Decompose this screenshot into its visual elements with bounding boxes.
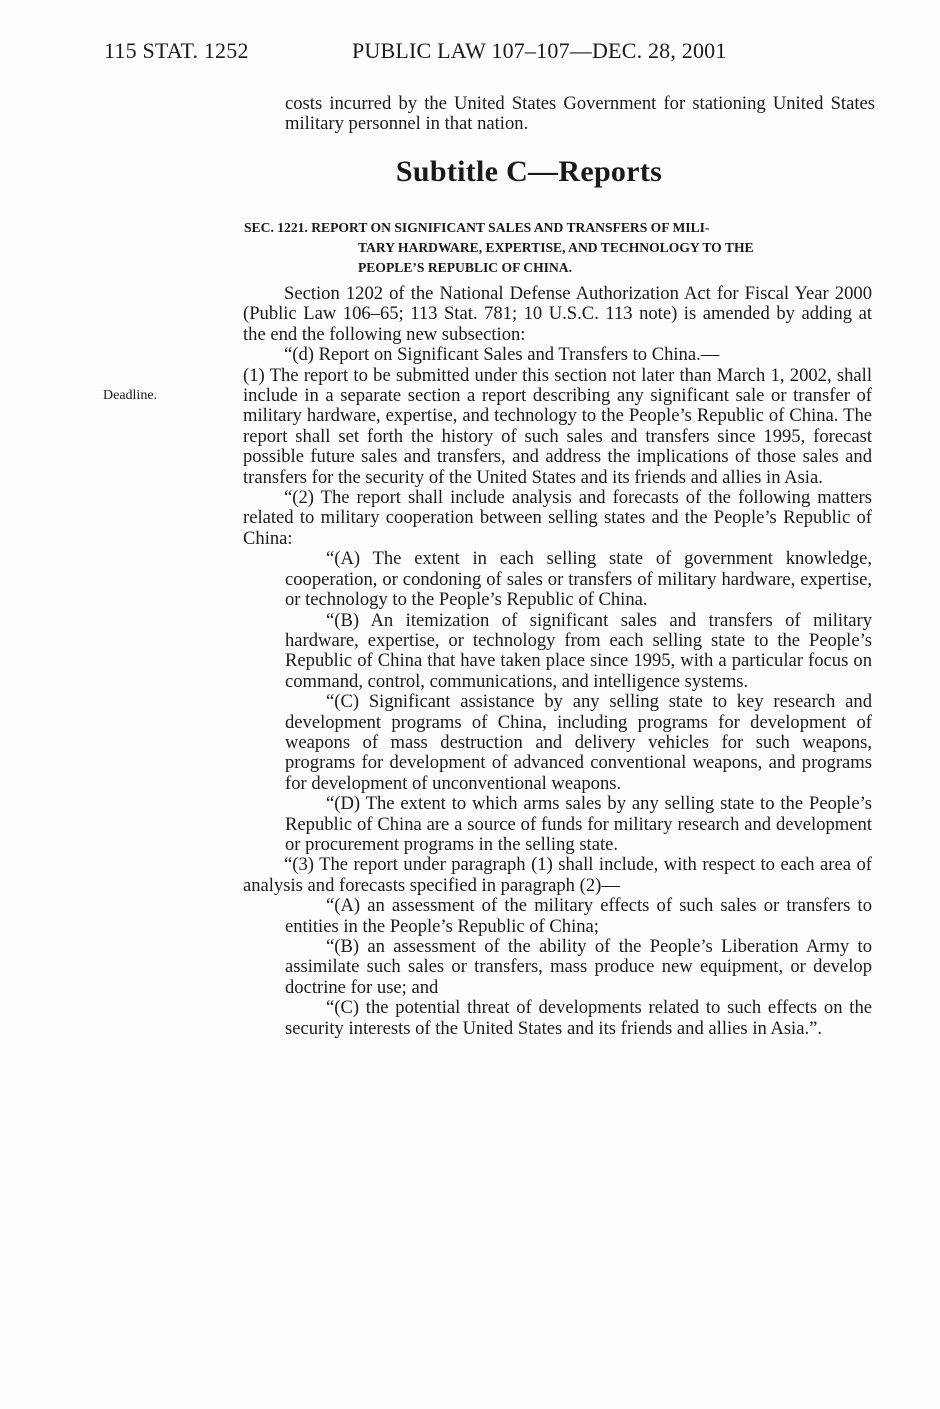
margin-note-deadline: Deadline. xyxy=(103,388,158,403)
paragraph-d3: “(3) The report under paragraph (1) shall include, with respect to each area of analysis and forecasts specified in paragraph (2)— xyxy=(243,854,872,896)
section-title-line1: REPORT ON SIGNIFICANT SALES AND TRANSFERS OF MILI- xyxy=(311,220,710,235)
paragraph-d3A: “(A) an assessment of the military effects of such sales or transfers to entities in the People’s Republic of China; xyxy=(285,895,872,937)
paragraph-d2B: “(B) An itemization of significant sales and transfers of military hardware, expertise, or technology from each selling state to the People’s Republic of China that have taken place since 1995, with a particular focus on command, control, communications, and intelligence systems. xyxy=(285,609,872,692)
continuation-text: costs incurred by the United States Government for stationing United States military personnel in that nation. xyxy=(285,93,875,135)
section-title-line3: PEOPLE’S REPUBLIC OF CHINA. xyxy=(358,260,572,275)
subtitle-heading: Subtitle C—Reports xyxy=(395,155,663,188)
section-heading xyxy=(244,218,874,278)
stat-page-number: 115 STAT. 1252 xyxy=(104,38,249,63)
paragraph-d2D: “(D) The extent to which arms sales by any selling state to the People’s Republic of China are a source of funds for military research and development or procurement programs in the selling state. xyxy=(285,793,872,855)
paragraph-d3B: “(B) an assessment of the ability of the People’s Liberation Army to assimilate such sales or transfers, mass produce new equipment, or develop doctrine for use; and xyxy=(285,936,872,998)
paragraph-d2A: “(A) The extent in each selling state of government knowledge, cooperation, or condoning of sales or transfers of military hardware, expertise, or technology to the People’s Republic of China. xyxy=(285,548,872,611)
paragraph-d3C: “(C) the potential threat of developments related to such effects on the security interests of the United States and its friends and allies in Asia.”. xyxy=(285,997,872,1039)
intro-paragraph: Section 1202 of the National Defense Authorization Act for Fiscal Year 2000 (Public Law 106–65; 113 Stat. 781; 10 U.S.C. 113 note) is amended by adding at the end the following new subsection: xyxy=(243,283,872,345)
paragraph-d2: “(2) The report shall include analysis and forecasts of the following matters related to military cooperation between selling states and the People’s Republic of China: xyxy=(243,487,872,549)
paragraph-d1: (1) The report to be submitted under this section not later than March 1, 2002, shall include in a separate section a report describing any significant sale or transfer of military hardware, expertise, and technology to the People’s Republic of China. The report shall set forth the history of such sales and transfers since 1995, forecast possible future sales and transfers, and address the implications of those sales and transfers for the security of the United States and its friends and allies in Asia. xyxy=(243,364,872,488)
subsection-d-heading: “(d) Report on Significant Sales and Transfers to China.— xyxy=(284,344,720,366)
paragraph-d2C: “(C) Significant assistance by any selling state to key research and development programs of China, including programs for development of weapons of mass destruction and delivery vehicles for such weapons, programs for development of advanced conventional weapons, and programs for development of unconventional weapons. xyxy=(285,691,872,794)
section-body xyxy=(243,284,872,1039)
section-number: SEC. 1221. xyxy=(244,220,308,235)
public-law-citation: PUBLIC LAW 107–107—DEC. 28, 2001 xyxy=(352,38,727,63)
section-title-line2: TARY HARDWARE, EXPERTISE, AND TECHNOLOGY TO THE xyxy=(358,240,754,255)
